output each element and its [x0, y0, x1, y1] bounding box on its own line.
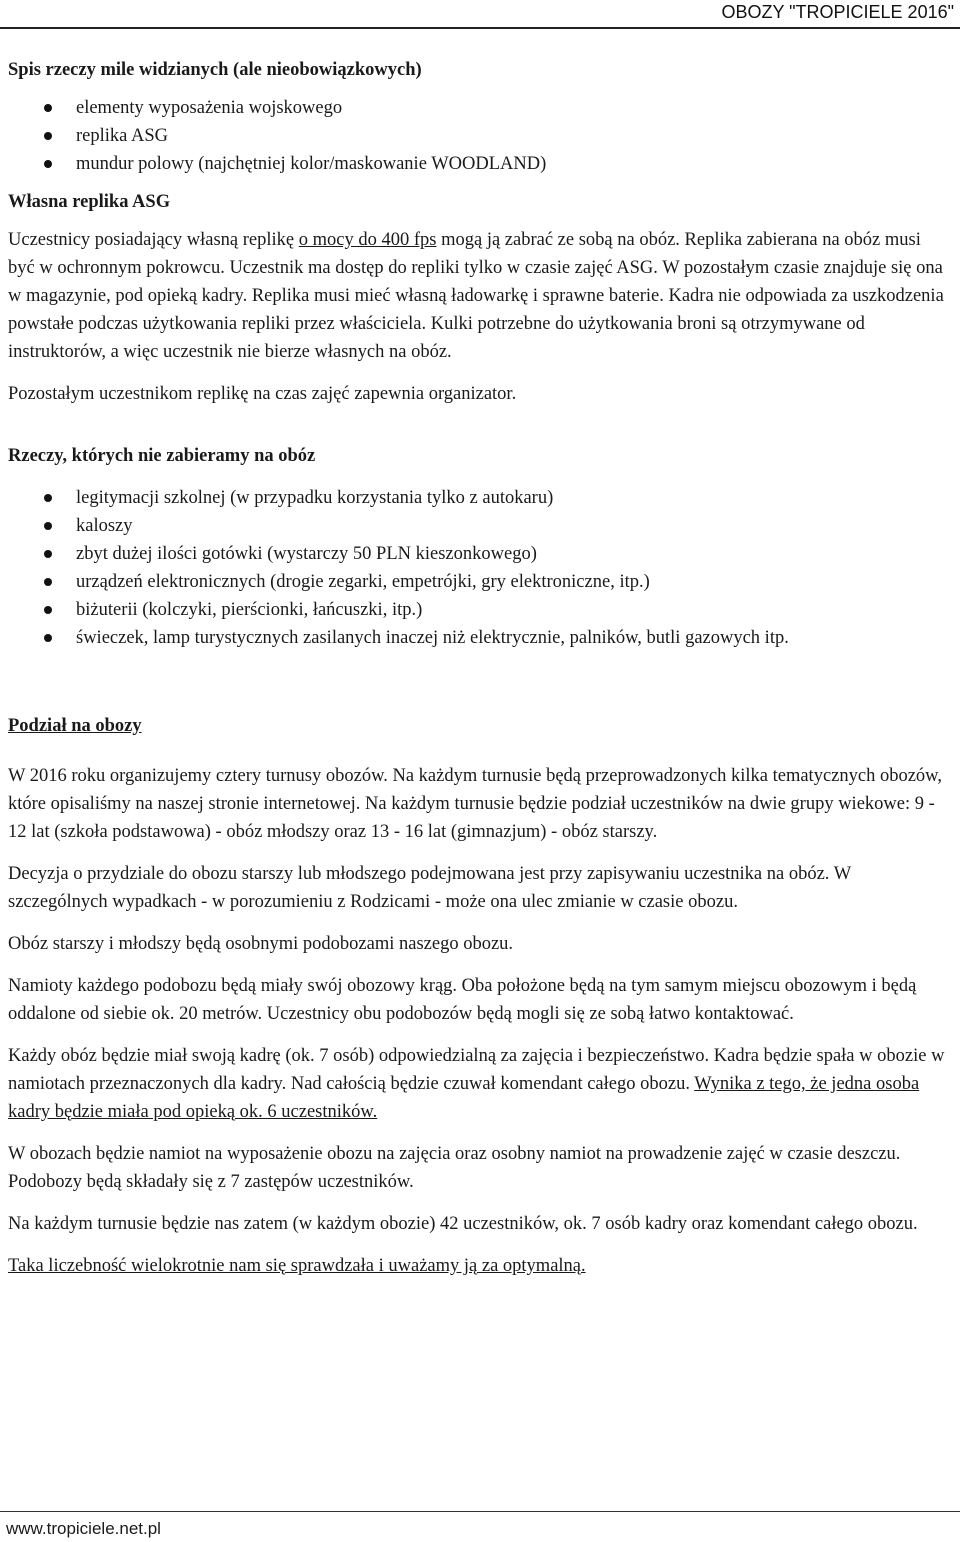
paragraph-optimal-size: Taka liczebność wielokrotnie nam się sprawdzała i uważamy ją za optymalną. — [8, 1256, 586, 1276]
footer-url: www.tropiciele.net.pl — [6, 1519, 161, 1538]
paragraph-staff — [8, 1042, 952, 1126]
header-divider — [0, 27, 960, 29]
list-item: kaloszy — [8, 512, 952, 540]
footer-divider — [0, 1511, 960, 1512]
section-heading-forbidden-items: Rzeczy, których nie zabieramy na obóz — [8, 446, 316, 466]
list-item: legitymacji szkolnej (w przypadku korzystania tylko z autokaru) — [8, 484, 952, 512]
paragraph-tents: Namioty każdego podobozu będą miały swój obozowy krąg. Oba położone będą na tym samym miejscu obozowym i będą oddalone od siebie ok. 20 metrów. Uczestnicy obu podobozów będą mogli się ze sobą łatwo kontaktować. — [8, 976, 917, 1024]
text-span: Uczestnicy posiadający własną replikę — [8, 230, 299, 250]
list-item: urządzeń elektronicznych (drogie zegarki, empetrójki, gry elektroniczne, itp.) — [8, 568, 952, 596]
paragraph-replica-rules — [8, 226, 952, 366]
paragraph-camp-assignment: Decyzja o przydziale do obozu starszy lub młodszego podejmowana jest przy zapisywaniu uczestnika na obóz. W szczególnych wypadkach - w porozumieniu z Rodzicami - może ona ulec zmianie w czasie obozu. — [8, 864, 851, 912]
text-span: Każdy obóz będzie miał swoją kadrę (ok. 7 osób) odpowiedzialną za zajęcia i bezpieczeństwo. Kadra będzie spała w obozie w namiotach przeznaczonych dla kadry. Nad całością będzie czuwał komendant całego obozu. — [8, 1046, 945, 1094]
list-item: świeczek, lamp turystycznych zasilanych inaczej niż elektrycznie, palników, butli gazowych itp. — [8, 624, 952, 652]
welcome-items-list — [8, 94, 952, 178]
paragraph-equipment-tent: W obozach będzie namiot na wyposażenie obozu na zajęcia oraz osobny namiot na prowadzenie zajęć w czasie deszczu. Podobozy będą składały się z 7 zastępów uczestników. — [8, 1144, 901, 1192]
section-heading-welcome-items: Spis rzeczy mile widzianych (ale nieobowiązkowych) — [8, 60, 422, 80]
paragraph-replica-others: Pozostałym uczestnikom replikę na czas zajęć zapewnia organizator. — [8, 384, 517, 404]
underlined-text: o mocy do 400 fps — [298, 230, 437, 250]
list-item: zbyt dużej ilości gotówki (wystarczy 50 PLN kieszonkowego) — [8, 540, 952, 568]
text-span: mogą ją zabrać ze sobą na obóz. Replika zabierana na obóz musi być w ochronnym pokrowcu. Uczestnik ma dostęp do repliki tylko w czasie zajęć ASG. W pozostałym czasie znajduje się ona w magazynie, pod opieką kadry. Replika musi mieć własną ładowarkę i sprawne baterie. Kadra nie odpowiada za uszkodzenia powstałe podczas użytkowania repliki przez właściciela. Kulki potrzebne do użytkowania broni są otrzymywane od instruktorów, a więc uczestnik nie bierze własnych na obóz. — [8, 230, 944, 362]
underlined-text: Wynika z tego, że jedna osoba kadry będzie miała pod opieką ok. 6 uczestników. — [8, 1074, 920, 1122]
document-body — [8, 56, 952, 1280]
section-heading-camp-division: Podział na obozy — [8, 716, 142, 736]
section-heading-own-replica: Własna replika ASG — [8, 192, 171, 212]
list-item: replika ASG — [8, 122, 952, 150]
list-item: mundur polowy (najchętniej kolor/maskowanie WOODLAND) — [8, 150, 952, 178]
list-item: biżuterii (kolczyki, pierścionki, łańcuszki, itp.) — [8, 596, 952, 624]
paragraph-camp-turnus: W 2016 roku organizujemy cztery turnusy obozów. Na każdym turnusie będą przeprowadzonych kilka tematycznych obozów, które opisaliśmy na naszej stronie internetowej. Na każdym turnusie będzie podział uczestników na dwie grupy wiekowe: 9 - 12 lat (szkoła podstawowa) - obóz młodszy oraz 13 - 16 lat (gimnazjum) - obóz starszy. — [8, 766, 942, 842]
list-item: elementy wyposażenia wojskowego — [8, 94, 952, 122]
forbidden-items-list — [8, 484, 952, 652]
document-header-title: OBOZY "TROPICIELE 2016" — [721, 2, 954, 22]
paragraph-subcamps: Obóz starszy i młodszy będą osobnymi podobozami naszego obozu. — [8, 934, 514, 954]
paragraph-participants-count: Na każdym turnusie będzie nas zatem (w każdym obozie) 42 uczestników, ok. 7 osób kadry oraz komendant całego obozu. — [8, 1214, 918, 1234]
